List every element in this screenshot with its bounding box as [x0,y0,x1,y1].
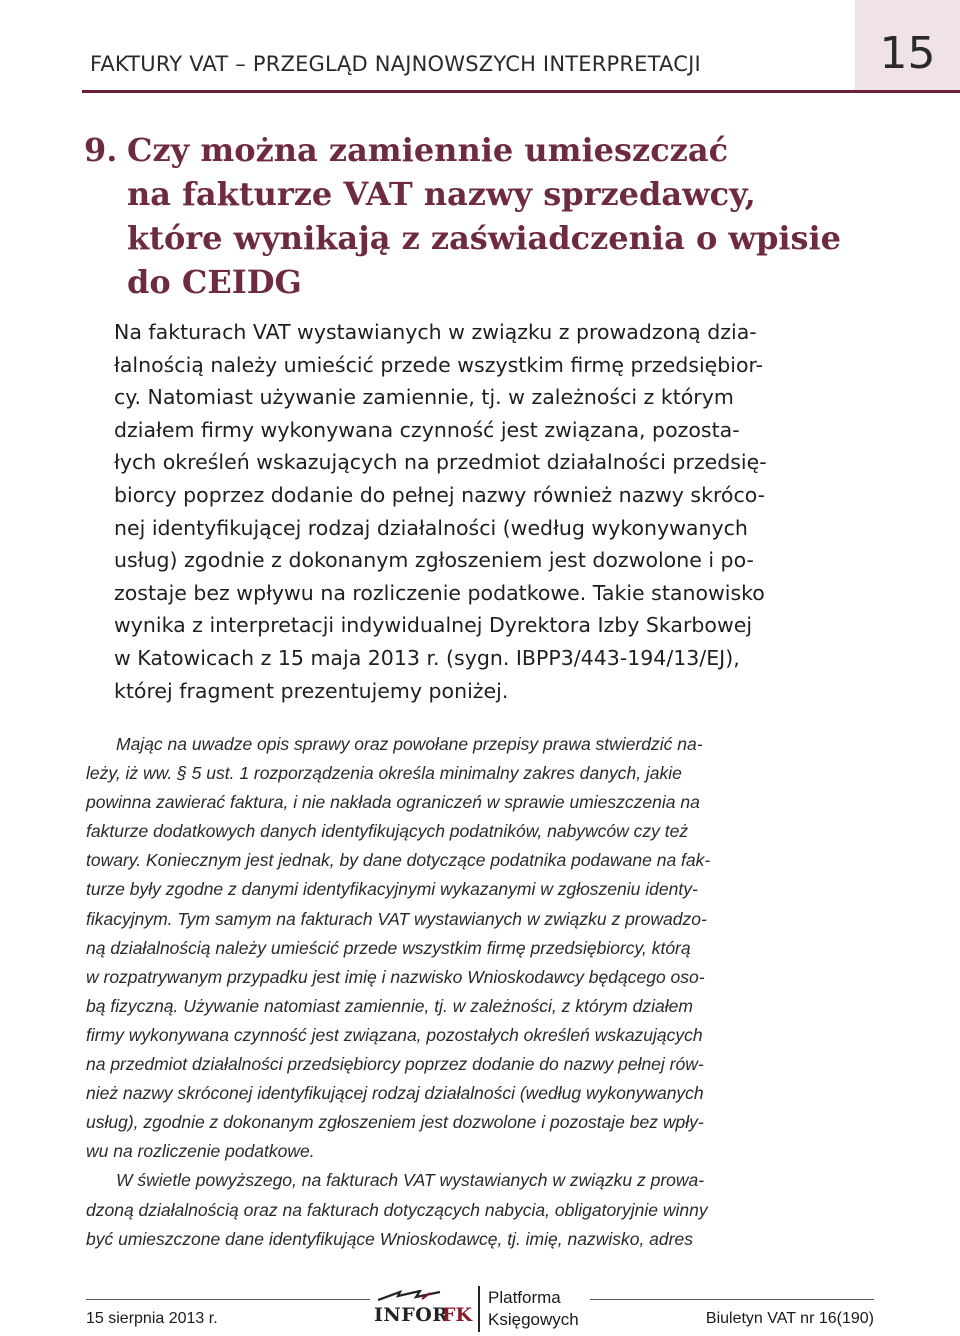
quote-line: dzoną działalnością oraz na fakturach dotyczących nabycia, obligatoryjnie winny [86,1199,708,1220]
quote-line: turze były zgodne z danymi identyfikacyjnymi wykazanymi w zgłoszeniu identy- [86,879,698,900]
lead-line: zostaje bez wpływu na rozliczenie podatkowe. Takie stanowisko [114,580,765,605]
lead-line: usług) zgodnie z dokonanym zgłoszeniem jest dozwolone i po- [114,548,754,573]
logo-ksiegowych-text: Księgowych [488,1310,579,1329]
quote-line: towary. Koniecznym jest jednak, by dane dotyczące podatnika podawane na fak- [86,850,711,871]
heading-line: do CEIDG [127,263,302,301]
quote-line: nież nazwy skróconej identyfikującej rodzaj działalności (według wykonywanych [86,1083,704,1104]
quote-line: Mając na uwadze opis sprawy oraz powołane przepisy prawa stwierdzić na- [116,734,703,754]
lead-paragraph [114,316,874,707]
lead-line: Na fakturach VAT wystawianych w związku z prowadzoną dzia- [114,320,757,344]
page-number-box [855,0,960,90]
quote-line: W świetle powyższego, na fakturach VAT wystawianych w związku z prowa- [116,1170,705,1191]
logo-platforma-text: Platforma [488,1288,561,1307]
heading-line-text: Czy można zamiennie umieszczać [127,131,729,169]
lead-line: cy. Natomiast używanie zamiennie, tj. w zależności z którym [114,385,734,410]
logo-separator [478,1286,480,1332]
infor-fk-logo [370,1286,590,1334]
quote-line: na przedmiot działalności przedsiębiorcy poprzez dodanie do nazwy pełnej rów- [86,1054,704,1075]
footer-rule-left [86,1299,370,1300]
quote-line: bą fizyczną. Używanie natomiast zamiennie, tj. w zależności, z którym działem [86,995,693,1016]
footer-date: 15 sierpnia 2013 r. [86,1310,218,1327]
lead-line: nej identyfikującej rodzaj działalności (według wykonywanych [114,515,748,540]
quote-line: ną działalnością należy umieścić przede wszystkim firmę przedsiębiorcy, którą [86,937,691,958]
quote-line: powinna zawierać faktura, i nie nakłada ograniczeń w sprawie umieszczenia na [86,792,700,813]
lead-line: wynika z interpretacji indywidualnej Dyrektora Izby Skarbowej [114,613,753,638]
quote-line: fikacyjnym. Tym samym na fakturach VAT wystawianych w związku z prowadzo- [86,908,707,929]
lead-line: której fragment prezentujemy poniżej. [114,678,509,703]
quote-line: w rozpatrywanym przypadku jest imię i nazwisko Wnioskodawcy będącego oso- [86,966,705,987]
quote-line: leży, iż ww. § 5 ust. 1 rozporządzenia określa minimalny zakres danych, jakie [86,763,682,784]
logo-infor-text: INFOR [374,1304,449,1326]
heading-line: które wynikają z zaświadczenia o wpisie [127,219,842,257]
lead-line: łych określeń wskazujących na przedmiot działalności przedsię- [114,450,767,475]
heading-line [84,128,884,172]
article-heading [84,128,884,304]
logo-fk-text: FK [442,1304,473,1326]
lead-line: działem firmy wykonywana czynność jest związana, pozosta- [114,417,740,442]
header-rule [82,90,960,93]
quote-line: firmy wykonywana czynność jest związana, pozostałych określeń wskazujących [86,1024,703,1045]
logo-swoosh-icon [370,1290,470,1302]
footer-rule-right [590,1299,874,1300]
quote-line: fakturze dodatkowych danych identyfikujących podatników, nabywców czy też [86,821,689,842]
lead-line: w Katowicach z 15 maja 2013 r. (sygn. IBPP3/443-194/13/EJ), [114,645,740,670]
interpretation-quote [86,730,876,1254]
lead-line: łalnością należy umieścić przede wszystkim firmę przedsiębior- [114,352,764,377]
running-header-title: FAKTURY VAT – PRZEGLĄD NAJNOWSZYCH INTERPRETACJI [90,52,701,76]
footer-bulletin-issue: Biuletyn VAT nr 16(190) [705,1310,874,1327]
heading-number: 9. [84,131,118,169]
quote-line: być umieszczone dane identyfikujące Wnioskodawcę, tj. imię, nazwisko, adres [86,1228,693,1249]
lead-line: biorcy poprzez dodanie do pełnej nazwy również nazwy skróco- [114,482,766,507]
quote-line: usług), zgodnie z dokonanym zgłoszeniem jest dozwolone i pozostaje bez wpły- [86,1112,704,1133]
page-number: 15 [879,28,936,79]
heading-line: na fakturze VAT nazwy sprzedawcy, [127,175,756,213]
quote-line: wu na rozliczenie podatkowe. [86,1141,315,1162]
